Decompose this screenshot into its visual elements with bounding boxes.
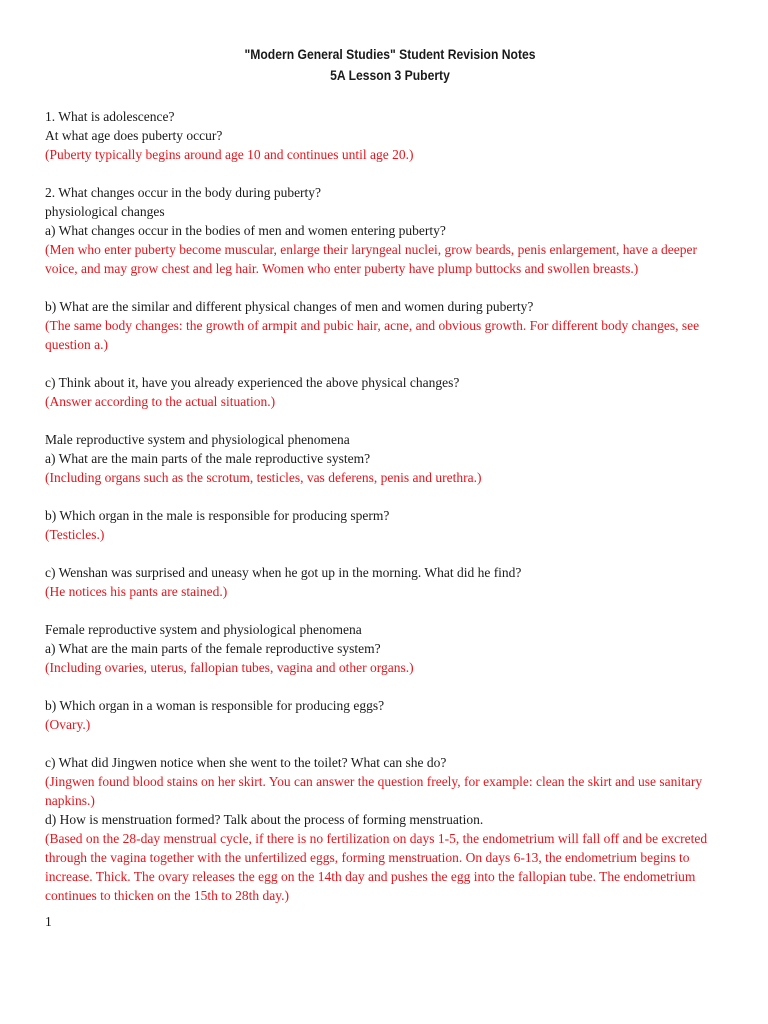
q2c-answer: (Answer according to the actual situation.) — [45, 394, 276, 409]
female-c-answer: (Jingwen found blood stains on her skirt. You can answer the question freely, for example: clean the skirt and use sanitary napkins.) — [45, 774, 703, 808]
page-number: 1 — [45, 914, 52, 929]
title-line-2: 5A Lesson 3 Puberty — [330, 68, 450, 83]
female-a-answer: (Including ovaries, uterus, fallopian tubes, vagina and other organs.) — [45, 660, 414, 675]
q2-section-heading: physiological changes — [45, 204, 165, 219]
document-body — [45, 107, 725, 905]
document-title — [89, 44, 692, 86]
male-c-answer: (He notices his pants are stained.) — [45, 584, 228, 599]
female-b-question: b) Which organ in a woman is responsible for producing eggs? — [45, 698, 385, 713]
male-b-answer: (Testicles.) — [45, 527, 105, 542]
female-d-question: d) How is menstruation formed? Talk about the process of forming menstruation. — [45, 812, 484, 827]
female-b-answer: (Ovary.) — [45, 717, 91, 732]
male-b-question: b) Which organ in the male is responsible for producing sperm? — [45, 508, 390, 523]
q2-question: 2. What changes occur in the body during puberty? — [45, 185, 322, 200]
female-c-question: c) What did Jingwen notice when she went to the toilet? What can she do? — [45, 755, 447, 770]
male-section-heading: Male reproductive system and physiological phenomena — [45, 432, 350, 447]
q1-question: 1. What is adolescence? — [45, 109, 175, 124]
male-a-question: a) What are the main parts of the male reproductive system? — [45, 451, 371, 466]
female-d-answer: (Based on the 28-day menstrual cycle, if there is no fertilization on days 1-5, the endometrium will fall off and be excreted through the vagina together with the unfertilized eggs, forming menstruation. On days 6-13, the endometrium begins to increase. Thick. The ovary releases the egg on the 14th day and pushes the egg into the fallopian tube. The endometrium continues to thicken on the 15th to 28th day.) — [45, 831, 708, 903]
q2c-question: c) Think about it, have you already experienced the above physical changes? — [45, 375, 460, 390]
q1-answer: (Puberty typically begins around age 10 and continues until age 20.) — [45, 147, 414, 162]
q2a-question: a) What changes occur in the bodies of men and women entering puberty? — [45, 223, 446, 238]
female-section-heading: Female reproductive system and physiological phenomena — [45, 622, 362, 637]
female-a-question: a) What are the main parts of the female reproductive system? — [45, 641, 381, 656]
q2b-answer: (The same body changes: the growth of armpit and pubic hair, acne, and obvious growth. For different body changes, see question a.) — [45, 318, 700, 352]
male-a-answer: (Including organs such as the scrotum, testicles, vas deferens, penis and urethra.) — [45, 470, 482, 485]
title-line-1: "Modern General Studies" Student Revision Notes — [244, 47, 536, 62]
q2b-question: b) What are the similar and different physical changes of men and women during puberty? — [45, 299, 534, 314]
document-page — [45, 44, 725, 905]
q1-subquestion: At what age does puberty occur? — [45, 128, 223, 143]
male-c-question: c) Wenshan was surprised and uneasy when he got up in the morning. What did he find? — [45, 565, 522, 580]
q2a-answer: (Men who enter puberty become muscular, enlarge their laryngeal nuclei, grow beards, penis enlargement, have a deeper voice, and may grow chest and leg hair. Women who enter puberty have plump buttocks and swollen breasts.) — [45, 242, 697, 276]
